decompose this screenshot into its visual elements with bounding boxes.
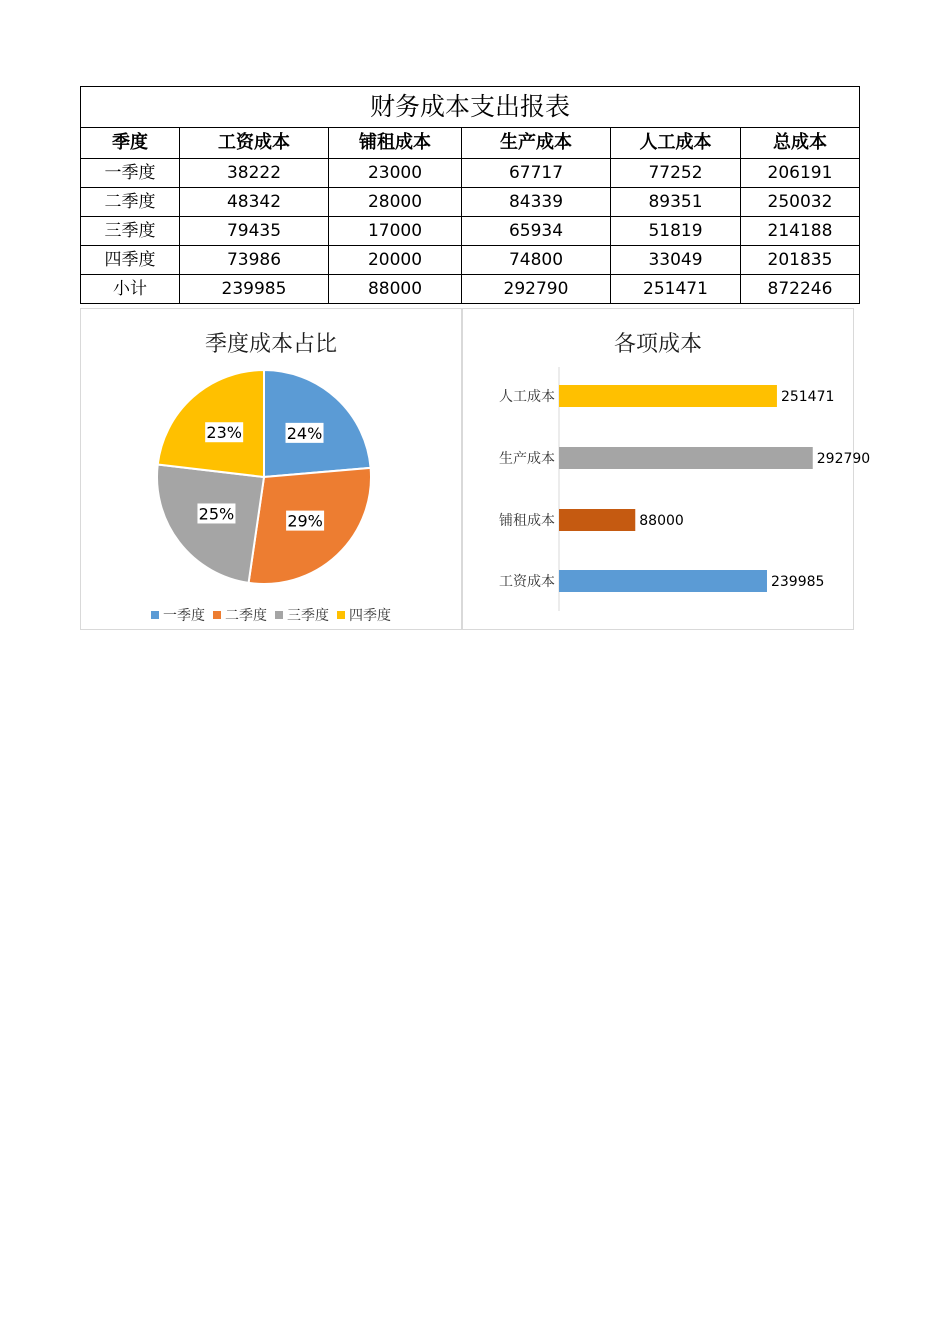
pie-chart-panel bbox=[80, 308, 462, 630]
table-cell: 三季度 bbox=[81, 217, 180, 246]
bar-data-label: 251471 bbox=[780, 389, 835, 405]
svg-text:24%: 24% bbox=[286, 423, 323, 443]
header-cell: 人工成本 bbox=[611, 128, 741, 159]
legend-label: 四季度 bbox=[349, 608, 391, 624]
table-cell: 38222 bbox=[180, 159, 329, 188]
legend-swatch bbox=[151, 611, 159, 619]
svg-text:25%: 25% bbox=[198, 504, 235, 524]
header-cell: 总成本 bbox=[741, 128, 860, 159]
table-cell: 89351 bbox=[611, 188, 741, 217]
category-label: 人工成本 bbox=[499, 389, 555, 405]
table-row bbox=[81, 217, 860, 246]
subtotal-row bbox=[81, 275, 860, 304]
table-cell: 250032 bbox=[741, 188, 860, 217]
table-cell: 四季度 bbox=[81, 246, 180, 275]
category-label: 生产成本 bbox=[499, 451, 555, 467]
table-cell: 48342 bbox=[180, 188, 329, 217]
legend-item bbox=[275, 605, 329, 625]
table-cell: 88000 bbox=[329, 275, 462, 304]
bar-data-label: 292790 bbox=[816, 451, 871, 467]
table-cell: 74800 bbox=[462, 246, 611, 275]
svg-text:29%: 29% bbox=[287, 511, 323, 531]
bar-chart bbox=[463, 309, 871, 629]
legend-swatch bbox=[337, 611, 345, 619]
legend-item bbox=[151, 605, 205, 625]
bar bbox=[559, 385, 777, 407]
category-label: 铺租成本 bbox=[499, 513, 555, 529]
header-cell: 铺租成本 bbox=[329, 128, 462, 159]
table-header-row bbox=[81, 128, 860, 159]
cost-report-table bbox=[80, 86, 860, 304]
table-row bbox=[81, 246, 860, 275]
bar bbox=[559, 570, 767, 592]
pie-data-label bbox=[286, 423, 324, 443]
table-cell: 201835 bbox=[741, 246, 860, 275]
header-cell: 工资成本 bbox=[180, 128, 329, 159]
pie-data-label bbox=[197, 503, 235, 523]
legend-swatch bbox=[275, 611, 283, 619]
header-cell: 生产成本 bbox=[462, 128, 611, 159]
table-cell: 23000 bbox=[329, 159, 462, 188]
legend-label: 三季度 bbox=[287, 608, 329, 624]
pie-chart-title: 季度成本占比 bbox=[204, 332, 337, 357]
table-cell: 小计 bbox=[81, 275, 180, 304]
table-cell: 77252 bbox=[611, 159, 741, 188]
table-cell: 84339 bbox=[462, 188, 611, 217]
report-title: 财务成本支出报表 bbox=[81, 87, 860, 128]
table-cell: 67717 bbox=[462, 159, 611, 188]
table-cell: 251471 bbox=[611, 275, 741, 304]
bar bbox=[559, 447, 813, 469]
pie-chart bbox=[81, 309, 461, 629]
table-cell: 214188 bbox=[741, 217, 860, 246]
bar bbox=[559, 509, 635, 531]
table-cell: 51819 bbox=[611, 217, 741, 246]
table-cell: 73986 bbox=[180, 246, 329, 275]
table-cell: 20000 bbox=[329, 246, 462, 275]
legend-label: 二季度 bbox=[225, 608, 267, 624]
table-cell: 65934 bbox=[462, 217, 611, 246]
bar-data-label: 88000 bbox=[639, 513, 684, 529]
pie-slice bbox=[157, 465, 264, 583]
pie-data-label bbox=[205, 422, 243, 442]
table-cell: 33049 bbox=[611, 246, 741, 275]
legend-item bbox=[337, 605, 391, 625]
table-cell: 一季度 bbox=[81, 159, 180, 188]
table-cell: 28000 bbox=[329, 188, 462, 217]
bar-chart-title: 各项成本 bbox=[613, 332, 702, 357]
table-cell: 二季度 bbox=[81, 188, 180, 217]
category-label: 工资成本 bbox=[499, 574, 555, 590]
table-cell: 17000 bbox=[329, 217, 462, 246]
svg-text:23%: 23% bbox=[206, 423, 242, 443]
header-cell: 季度 bbox=[81, 128, 180, 159]
pie-legend bbox=[81, 605, 461, 625]
table-cell: 292790 bbox=[462, 275, 611, 304]
table-cell: 206191 bbox=[741, 159, 860, 188]
bar-data-label: 239985 bbox=[770, 574, 825, 590]
table-cell: 79435 bbox=[180, 217, 329, 246]
table-row bbox=[81, 188, 860, 217]
pie-data-label bbox=[286, 511, 324, 531]
table-row bbox=[81, 159, 860, 188]
bar-chart-panel bbox=[462, 308, 871, 630]
legend-swatch bbox=[213, 611, 221, 619]
table-cell: 239985 bbox=[180, 275, 329, 304]
table-cell: 872246 bbox=[741, 275, 860, 304]
legend-label: 一季度 bbox=[163, 608, 205, 624]
legend-item bbox=[213, 605, 267, 625]
